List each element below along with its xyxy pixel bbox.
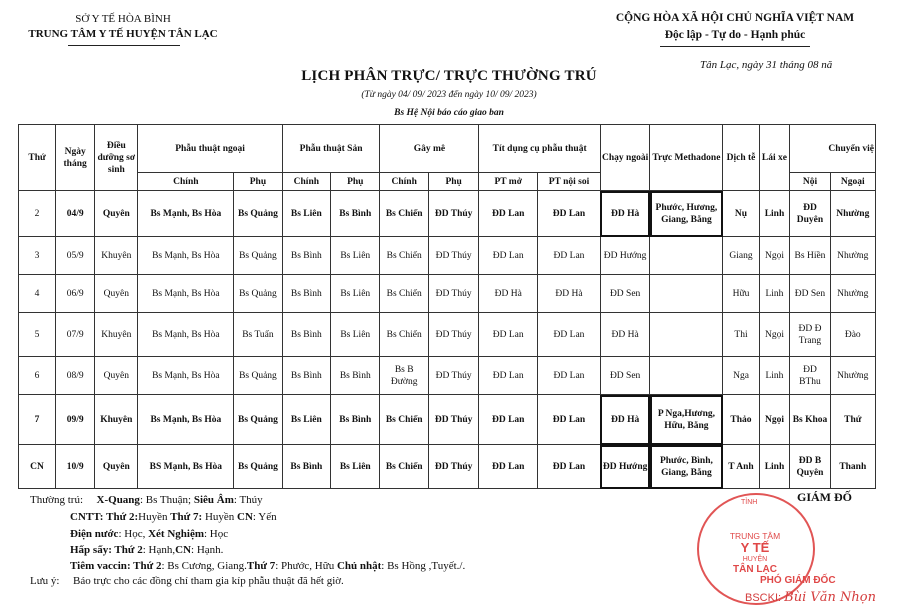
dien-nuoc-value: : Học, <box>118 528 146 540</box>
cell-chay-ngoai: ĐD Hà <box>600 313 649 357</box>
cell-pts-phu: Bs Bình <box>331 357 380 395</box>
sub-phu: Phụ <box>428 173 478 191</box>
cell-pt-noi-soi: ĐD Lan <box>538 395 601 445</box>
cell-pts-chinh: Bs Bình <box>282 237 330 275</box>
sub-chinh: Chính <box>138 173 234 191</box>
header-rule-right <box>660 46 810 47</box>
cell-dd: Khuyên <box>95 237 138 275</box>
cell-gm-phu: ĐD Thúy <box>428 237 478 275</box>
cell-lai-xe: Linh <box>759 275 790 313</box>
tiem-thu2-value: : Bs Cương, Giang. <box>161 560 247 572</box>
place-date: Tân Lạc, ngày 31 tháng 08 nă <box>700 59 833 71</box>
cell-pt-mo: ĐD Lan <box>479 191 538 237</box>
cell-pts-chinh: Bs Bình <box>282 275 330 313</box>
cell-cv-noi: ĐD B Quyên <box>790 445 830 489</box>
national-header <box>600 10 870 44</box>
cell-dd: Quyên <box>95 191 138 237</box>
cntt-thu7-label: Thứ 7: <box>170 511 203 523</box>
cell-ptn-phu: Bs Quảng <box>234 237 282 275</box>
cell-ptn-chinh: BS Mạnh, Bs Hòa <box>138 445 234 489</box>
cell-gm-phu: ĐD Thúy <box>428 357 478 395</box>
motto: Độc lập - Tự do - Hạnh phúc <box>664 29 806 41</box>
col-phau-thuat-ngoai: Phẫu thuật ngoại <box>138 125 282 173</box>
cell-dich-te: Thi <box>723 313 759 357</box>
cell-dich-te: Giang <box>723 237 759 275</box>
cell-pt-noi-soi: ĐD Lan <box>538 313 601 357</box>
col-gay-me: Gây mê <box>380 125 479 173</box>
cell-dd: Quyên <box>95 445 138 489</box>
cell-methadone: Phước, Bình, Giang, Bằng <box>650 445 723 489</box>
cell-ngay: 09/9 <box>56 395 95 445</box>
cell-ptn-chinh: Bs Mạnh, Bs Hòa <box>138 191 234 237</box>
cell-pt-mo: ĐD Lan <box>479 445 538 489</box>
cntt-thu2-label: Thứ 2: <box>106 511 139 523</box>
director-title: GIÁM ĐỐ <box>797 490 852 504</box>
cell-ngay: 04/9 <box>56 191 95 237</box>
header-rule-left <box>68 45 180 46</box>
cell-ptn-chinh: Bs Mạnh, Bs Hòa <box>138 275 234 313</box>
signer-fullname: Bùi Văn Nhọn <box>784 590 876 605</box>
col-phau-thuat-san: Phẫu thuật Sản <box>282 125 380 173</box>
hap-say-cn-value: : Hạnh. <box>191 544 224 556</box>
cell-dd: Khuyên <box>95 395 138 445</box>
cell-ptn-phu: Bs Quảng <box>234 275 282 313</box>
col-dieu-duong: Điều dưỡng sơ sinh <box>95 125 138 191</box>
table-row <box>19 275 876 313</box>
cell-pts-phu: Bs Liên <box>331 237 380 275</box>
footer-line-vaccination <box>70 559 465 573</box>
cell-methadone <box>650 237 723 275</box>
stamp-line2: Y TẾ <box>740 540 770 555</box>
col-methadone: Trực Methadone <box>650 125 723 191</box>
footer-line-radiology <box>30 493 263 507</box>
cell-pts-chinh: Bs Liên <box>282 395 330 445</box>
cell-lai-xe: Ngọi <box>759 313 790 357</box>
cell-thu: 5 <box>19 313 56 357</box>
cell-cv-noi: ĐD Đ Trang <box>790 313 830 357</box>
cell-ngay: 07/9 <box>56 313 95 357</box>
cell-gm-chinh: Bs Chiến <box>380 275 428 313</box>
cell-gm-chinh: Bs B Đường <box>380 357 428 395</box>
duty-schedule-table <box>18 124 876 489</box>
hap-say-thu2-label: : Thứ 2 <box>108 544 143 556</box>
cell-dd: Khuyên <box>95 313 138 357</box>
cell-ngay: 10/9 <box>56 445 95 489</box>
cell-dich-te: T Anh <box>723 445 759 489</box>
cell-gm-chinh: Bs Chiến <box>380 313 428 357</box>
cell-cv-noi: Bs Khoa <box>790 395 830 445</box>
xquang-value: : Bs Thuận; <box>139 494 192 506</box>
cell-cv-ngoai: Nhường <box>830 237 875 275</box>
sieu-am-value: : Thúy <box>233 494 263 506</box>
table-row <box>19 191 876 237</box>
cell-pt-noi-soi: ĐD Hà <box>538 275 601 313</box>
xet-nghiem-label: Xét Nghiệm <box>148 528 204 540</box>
cell-gm-phu: ĐD Thúy <box>428 191 478 237</box>
cell-gm-chinh: Bs Chiến <box>380 191 428 237</box>
cell-ptn-phu: Bs Tuấn <box>234 313 282 357</box>
cell-gm-phu: ĐD Thúy <box>428 313 478 357</box>
cntt-thu2-value: Huyền <box>138 511 168 523</box>
signer-prefix: BSCKI: <box>745 592 782 604</box>
cell-ptn-chinh: Bs Mạnh, Bs Hòa <box>138 395 234 445</box>
cell-dich-te: Hữu <box>723 275 759 313</box>
sub-chinh: Chính <box>380 173 428 191</box>
cell-gm-chinh: Bs Chiến <box>380 395 428 445</box>
sub-pt-mo: PT mở <box>479 173 538 191</box>
col-tit-dung-cu: Tít dụng cụ phẫu thuật <box>479 125 601 173</box>
cell-pts-phu: Bs Bình <box>331 191 380 237</box>
tiem-cn-value: : Bs Hồng ,Tuyết./. <box>381 560 466 572</box>
cell-gm-phu: ĐD Thúy <box>428 275 478 313</box>
cell-thu: 6 <box>19 357 56 395</box>
cell-pt-noi-soi: ĐD Lan <box>538 445 601 489</box>
signer-name <box>745 590 876 605</box>
cell-thu: 2 <box>19 191 56 237</box>
tiem-cn-label: Chủ nhật <box>336 560 382 572</box>
cell-thu: CN <box>19 445 56 489</box>
cell-pts-chinh: Bs Bình <box>282 357 330 395</box>
stamp-line3: HUYỆN <box>742 556 768 563</box>
cell-pt-mo: ĐD Lan <box>479 237 538 275</box>
sieu-am-label: Siêu Âm <box>193 494 234 506</box>
cell-cv-ngoai: Nhường <box>830 191 875 237</box>
col-chuyen-vien: Chuyển việ <box>790 125 876 173</box>
agency-header <box>28 12 218 42</box>
cell-cv-noi: Bs Hiền <box>790 237 830 275</box>
stamp-top-text: TỈNH <box>741 499 758 506</box>
cell-cv-ngoai: Thứ <box>830 395 875 445</box>
thuong-tru-label: Thường trú: <box>30 494 84 506</box>
stamp-line4: TÂN LẠC <box>733 564 777 575</box>
sub-phu: Phụ <box>234 173 282 191</box>
cell-dd: Quyên <box>95 275 138 313</box>
cell-lai-xe: Ngọi <box>759 395 790 445</box>
center-name: TRUNG TÂM Y TẾ HUYỆN TÂN LẠC <box>28 28 218 40</box>
cell-pt-mo: ĐD Lan <box>479 357 538 395</box>
cell-methadone: Phước, Hương, Giang, Bằng <box>650 191 723 237</box>
cell-chay-ngoai: ĐD Hà <box>600 191 649 237</box>
footer-line-note <box>30 574 344 588</box>
cell-gm-phu: ĐD Thúy <box>428 395 478 445</box>
cell-thu: 3 <box>19 237 56 275</box>
hap-say-label: Hấp sấy <box>70 544 109 556</box>
report-note: Bs Hệ Nội báo cáo giao ban <box>394 108 504 118</box>
cell-lai-xe: Linh <box>759 191 790 237</box>
footer-line-sterilization <box>70 543 223 557</box>
cell-cv-ngoai: Đào <box>830 313 875 357</box>
hap-say-thu2-value: : Hạnh, <box>142 544 176 556</box>
cell-thu: 7 <box>19 395 56 445</box>
document-title: LỊCH PHÂN TRỰC/ TRỰC THƯỜNG TRÚ <box>301 68 597 84</box>
table-row <box>19 395 876 445</box>
cell-methadone <box>650 357 723 395</box>
cell-gm-chinh: Bs Chiến <box>380 237 428 275</box>
cell-pts-phu: Bs Bình <box>331 395 380 445</box>
deputy-title: PHÓ GIÁM ĐỐC <box>760 575 836 586</box>
tiem-label: Tiêm vaccin <box>70 560 127 572</box>
cntt-cn-label: CN <box>237 511 253 523</box>
sub-phu: Phụ <box>331 173 380 191</box>
cell-pts-phu: Bs Liên <box>331 445 380 489</box>
cell-ngay: 05/9 <box>56 237 95 275</box>
cell-gm-chinh: Bs Chiến <box>380 445 428 489</box>
dien-nuoc-label: Điện nước <box>70 528 119 540</box>
cell-dich-te: Nga <box>723 357 759 395</box>
republic-name: CỘNG HÒA XÃ HỘI CHỦ NGHĨA VIỆT NAM <box>615 12 855 24</box>
cell-chay-ngoai: ĐD Sen <box>600 357 649 395</box>
table-row <box>19 357 876 395</box>
table-row <box>19 313 876 357</box>
department-name: SỞ Y TẾ HÒA BÌNH <box>75 13 171 25</box>
col-chay-ngoai: Chạy ngoài <box>600 125 649 191</box>
cell-cv-noi: ĐD Duyên <box>790 191 830 237</box>
sub-pt-noi-soi: PT nội soi <box>538 173 601 191</box>
xet-nghiem-value: : Học <box>204 528 229 540</box>
cell-cv-noi: ĐD Sen <box>790 275 830 313</box>
official-stamp <box>697 493 815 605</box>
cell-dich-te: Nụ <box>723 191 759 237</box>
cntt-thu7-value: Huyền <box>202 511 235 523</box>
table-row <box>19 237 876 275</box>
cell-chay-ngoai: ĐD Hà <box>600 395 649 445</box>
cell-cv-ngoai: Thanh <box>830 445 875 489</box>
cell-pt-mo: ĐD Hà <box>479 275 538 313</box>
cell-chay-ngoai: ĐD Hướng <box>600 237 649 275</box>
cell-ptn-phu: Bs Quảng <box>234 191 282 237</box>
sub-noi: Nội <box>790 173 830 191</box>
cell-ptn-phu: Bs Quảng <box>234 445 282 489</box>
sub-ngoai: Ngoại <box>830 173 875 191</box>
cell-ptn-phu: Bs Quảng <box>234 395 282 445</box>
col-lai-xe: Lái xe <box>759 125 790 191</box>
luu-y-value: Báo trực cho các đồng chí tham gia kíp phẫu thuật đã hết giờ. <box>73 575 344 587</box>
luu-y-label: Lưu ý: <box>30 575 60 587</box>
cell-lai-xe: Ngọi <box>759 237 790 275</box>
cell-ptn-chinh: Bs Mạnh, Bs Hòa <box>138 357 234 395</box>
tiem-thu7-value: : Phước, Hữu <box>275 560 335 572</box>
cell-ngay: 06/9 <box>56 275 95 313</box>
sub-chinh: Chính <box>282 173 330 191</box>
col-dich-te: Dịch tễ <box>723 125 759 191</box>
cell-ngay: 08/9 <box>56 357 95 395</box>
cell-ptn-chinh: Bs Mạnh, Bs Hòa <box>138 237 234 275</box>
cell-pts-phu: Bs Liên <box>331 313 380 357</box>
table-row <box>19 445 876 489</box>
cell-pt-noi-soi: ĐD Lan <box>538 237 601 275</box>
cell-dich-te: Thảo <box>723 395 759 445</box>
cell-lai-xe: Linh <box>759 357 790 395</box>
hap-say-cn-label: CN <box>175 544 192 556</box>
cell-cv-ngoai: Nhường <box>830 275 875 313</box>
cntt-cn-value: : Yến <box>252 511 277 523</box>
footer-line-utilities <box>70 527 228 541</box>
cell-cv-ngoai: Nhường <box>830 357 875 395</box>
tiem-thu7-label: Thứ 7 <box>246 560 276 572</box>
stamp-line1: TRUNG TÂM <box>729 531 781 541</box>
cell-pt-mo: ĐD Lan <box>479 395 538 445</box>
cell-ptn-chinh: Bs Mạnh, Bs Hòa <box>138 313 234 357</box>
cell-cv-noi: ĐD BThu <box>790 357 830 395</box>
xquang-label: X-Quang <box>96 494 140 506</box>
col-thu: Thứ <box>19 125 56 191</box>
stamp-text <box>719 531 791 576</box>
cell-pts-chinh: Bs Liên <box>282 191 330 237</box>
cell-methadone <box>650 313 723 357</box>
tiem-thu2-label: : Thứ 2 <box>126 560 162 572</box>
date-range: (Từ ngày 04/ 09/ 2023 đến ngày 10/ 09/ 2023) <box>361 90 537 100</box>
footer-line-it <box>70 510 277 524</box>
cell-pts-chinh: Bs Bình <box>282 445 330 489</box>
cell-pts-chinh: Bs Bình <box>282 313 330 357</box>
cell-gm-phu: ĐD Thúy <box>428 445 478 489</box>
cell-dd: Quyên <box>95 357 138 395</box>
cell-pt-noi-soi: ĐD Lan <box>538 357 601 395</box>
header-row <box>19 125 876 173</box>
col-ngay: Ngày tháng <box>56 125 95 191</box>
cell-pt-noi-soi: ĐD Lan <box>538 191 601 237</box>
cell-chay-ngoai: ĐD Sen <box>600 275 649 313</box>
cell-thu: 4 <box>19 275 56 313</box>
cell-methadone <box>650 275 723 313</box>
cell-lai-xe: Linh <box>759 445 790 489</box>
cell-pts-phu: Bs Liên <box>331 275 380 313</box>
cell-ptn-phu: Bs Quảng <box>234 357 282 395</box>
cell-methadone: P Nga,Hương, Hữu, Bằng <box>650 395 723 445</box>
cntt-label: CNTT: <box>70 511 104 523</box>
cell-pt-mo: ĐD Lan <box>479 313 538 357</box>
cell-chay-ngoai: ĐD Hướng <box>600 445 649 489</box>
